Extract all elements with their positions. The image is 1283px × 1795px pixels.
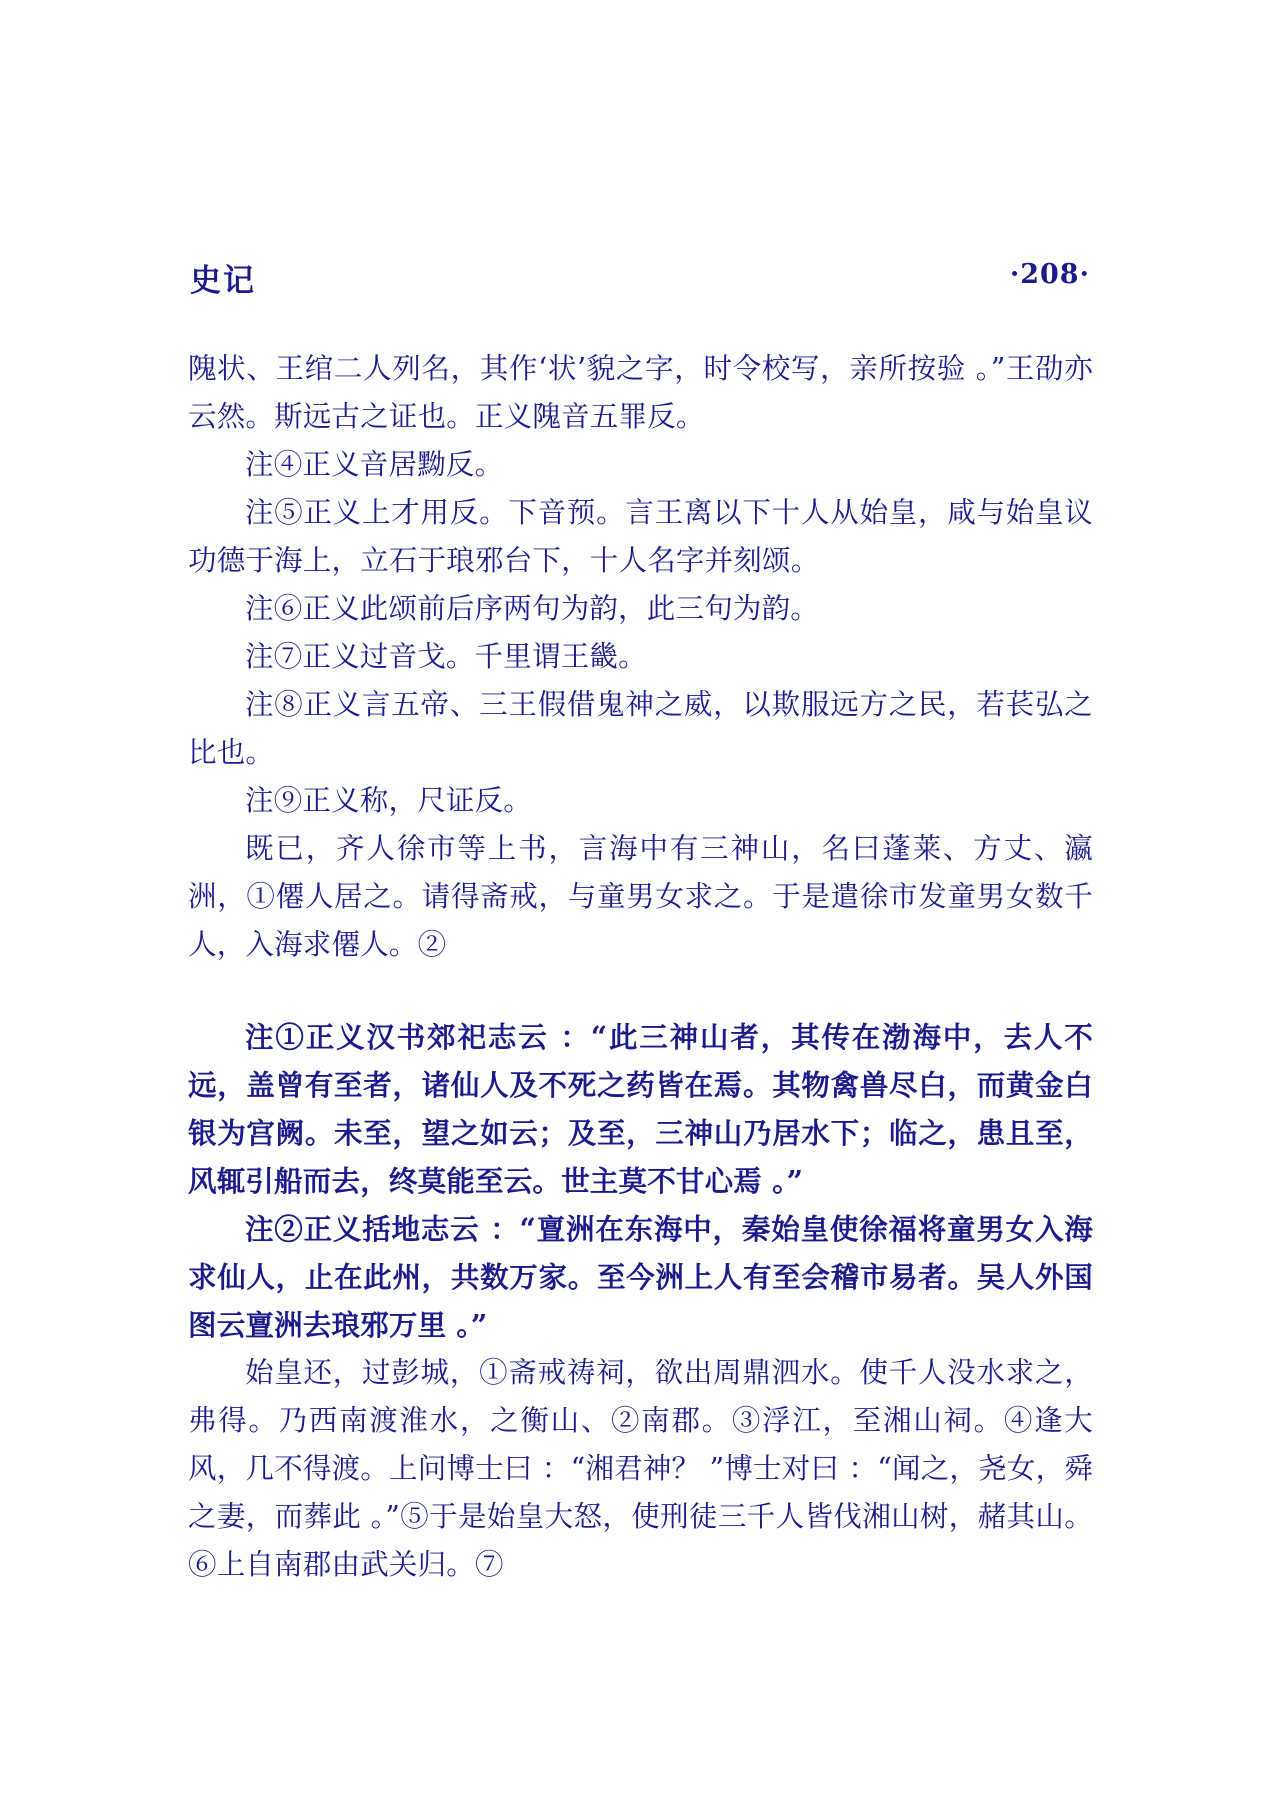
body-paragraph: 始皇还，过彭城，①斋戒祷祠，欲出周鼎泗水。使千人没水求之，弗得。乃西南渡淮水，之衡山、②南郡。③浮江，至湘山祠。④逢大风，几不得渡。上问博士曰 ：“湘君神？ ”博士对曰 ：“闻之，尧女，舜之妻，而葬此 。”⑤于是始皇大怒，使刑徒三千人皆伐湘山树，赭其山。⑥上自南郡由武关归。⑦ [188,1356,1093,1581]
page-body [188,345,1093,1589]
paragraph-spacer [188,969,1093,1013]
annotation-paragraph: 注⑦正义过音戈。千里谓王畿。 [245,640,647,673]
annotation-paragraph: 注⑤正义上才用反。下音预。言王离以下十人从始皇，咸与始皇议功德于海上，立石于琅邪台下，十人名字并刻颂。 [188,496,1093,577]
annotation-paragraph: 注④正义音居黝反。 [245,448,504,481]
annotation-paragraph: 注②正义括地志云 ：“亶洲在东海中，秦始皇使徐福将童男女入海求仙人，止在此州，共数万家。至今洲上人有至会稽市易者。吴人外国图云亶洲去琅邪万里 。” [188,1212,1093,1342]
page-number: ·208· [1009,259,1090,290]
book-title: 史记 [190,263,256,299]
annotation-paragraph: 注⑧正义言五帝、三王假借鬼神之威，以欺服远方之民，若苌弘之比也。 [188,688,1093,769]
page-header [190,255,1090,301]
body-paragraph: 既已，齐人徐市等上书，言海中有三神山，名曰蓬莱、方丈、瀛洲，①僊人居之。请得斋戒，与童男女求之。于是遣徐市发童男女数千人，入海求僊人。② [188,832,1093,961]
annotation-paragraph: 注⑨正义称，尺证反。 [245,784,533,817]
annotation-paragraph: 注①正义汉书郊祀志云 ：“此三神山者，其传在渤海中，去人不远，盖曾有至者，诸仙人及不死之药皆在焉。其物禽兽尽白，而黄金白银为宫阙。未至，望之如云；及至，三神山乃居水下；临之，患且至，风辄引船而去，终莫能至云。世主莫不甘心焉 。” [188,1020,1093,1198]
annotation-paragraph: 注⑥正义此颂前后序两句为韵，此三句为韵。 [245,592,820,625]
body-paragraph: 隗状、王绾二人列名，其作‘状’貌之字，时令校写，亲所按验 。”王劭亦云然。斯远古之证也。正义隗音五罪反。 [188,352,1093,433]
